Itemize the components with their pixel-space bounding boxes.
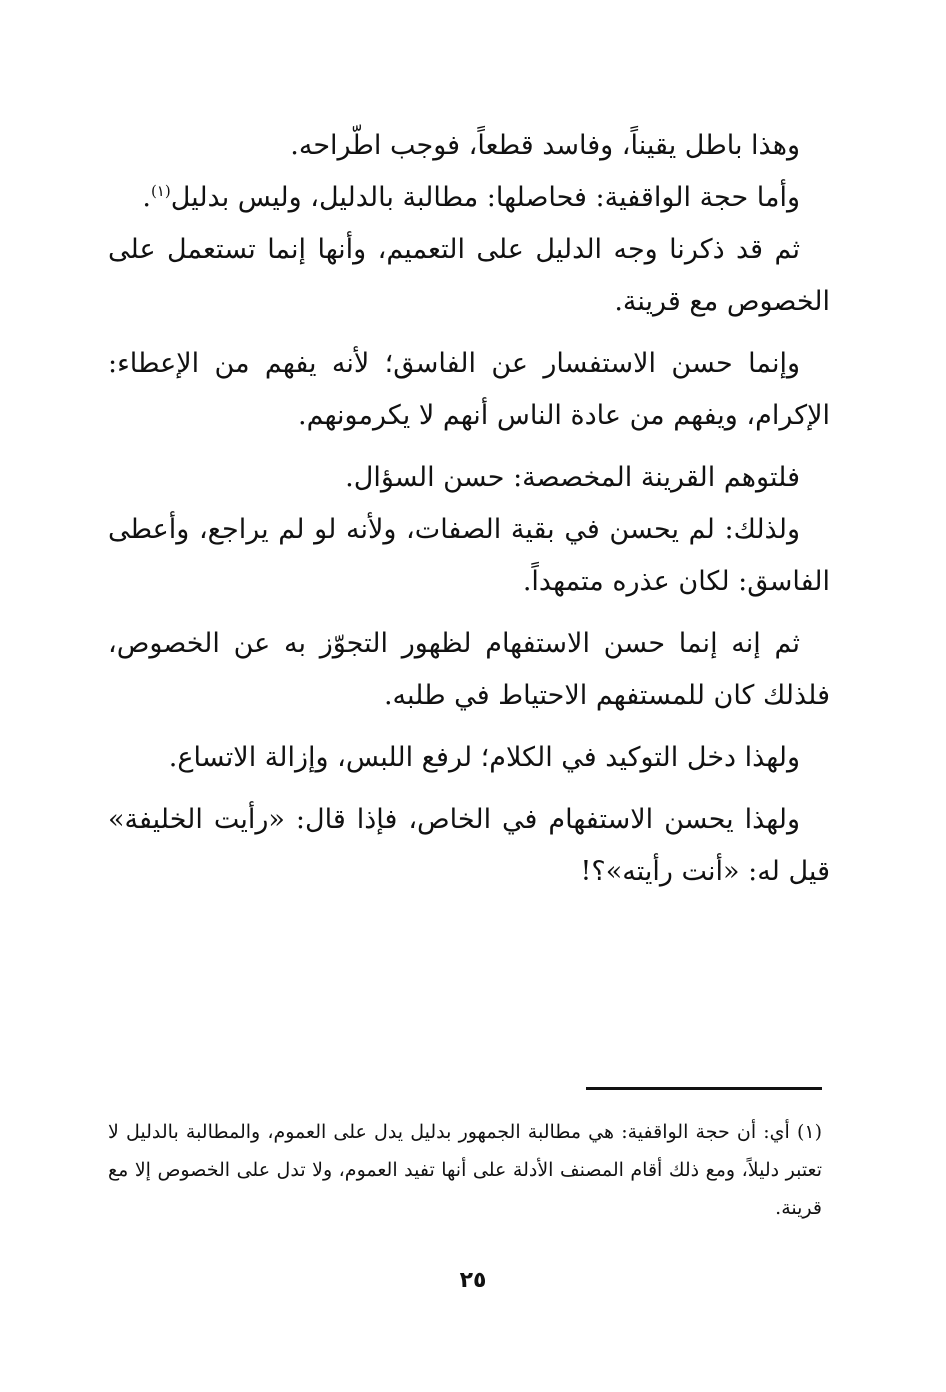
paragraph-2-end: . [142,182,151,213]
paragraph-9: ولهذا يحسن الاستفهام في الخاص، فإذا قال: «رأيت الخليفة» قيل له: «أنت رأيته»؟! [108,804,830,887]
paragraph-2 [108,172,830,224]
footnote-divider [586,1087,822,1090]
paragraph-1: وهذا باطل يقيناً، وفاسد قطعاً، فوجب اطّراحه. [290,130,800,161]
footnote: (١) أي: أن حجة الواقفية: هي مطالبة الجمهور بدليل يدل على العموم، والمطالبة بالدليل لا تعتبر دليلاً، ومع ذلك أقام المصنف الأدلة على أنها تفيد العموم، ولا تدل على الخصوص إلا مع قرينة. [108,1121,822,1219]
paragraph-6: ولذلك: لم يحسن في بقية الصفات، ولأنه لو لم يراجع، وأعطى الفاسق: لكان عذره متمهداً. [108,514,830,597]
paragraph-3: ثم قد ذكرنا وجه الدليل على التعميم، وأنها إنما تستعمل على الخصوص مع قرينة. [108,234,830,317]
paragraph-7: ثم إنه إنما حسن الاستفهام لظهور التجوّز به عن الخصوص، فلذلك كان للمستفهم الاحتياط في طلبه. [108,628,830,711]
page-number: ٢٥ [459,1268,487,1293]
paragraph-4: وإنما حسن الاستفسار عن الفاسق؛ لأنه يفهم من الإعطاء: الإكرام، ويفهم من عادة الناس أنهم لا يكرمونهم. [108,348,830,431]
paragraph-2-text: وأما حجة الواقفية: فحاصلها: مطالبة بالدليل، وليس بدليل [170,182,800,213]
paragraph-5: فلتوهم القرينة المخصصة: حسن السؤال. [345,462,800,493]
footnote-reference: (١) [150,182,171,200]
main-text [108,120,830,898]
paragraph-8: ولهذا دخل التوكيد في الكلام؛ لرفع اللبس، وإزالة الاتساع. [168,742,800,773]
